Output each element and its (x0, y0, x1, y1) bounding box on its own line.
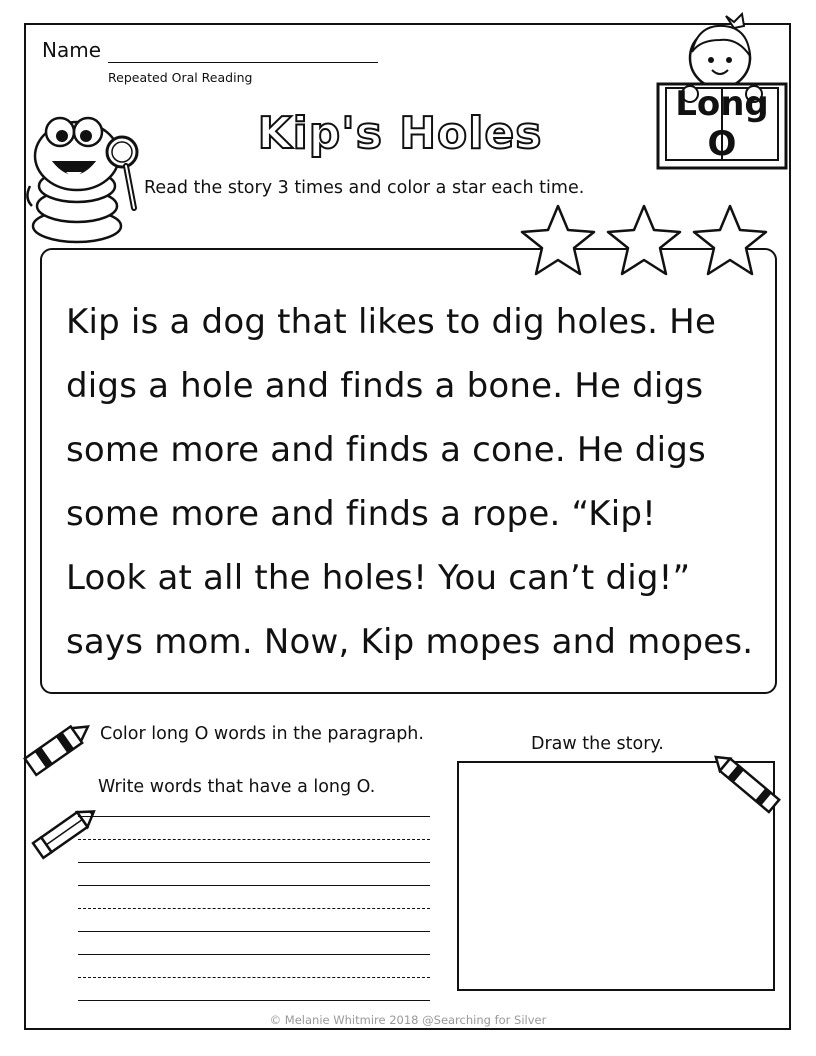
story-line: says mom. Now, Kip mopes and mopes. (66, 622, 754, 662)
crayon-icon (14, 712, 100, 782)
write-line-guide (78, 839, 430, 840)
badge-long-label: Long (675, 84, 769, 124)
write-line[interactable] (78, 931, 430, 932)
write-line[interactable] (78, 954, 430, 955)
reading-instruction: Read the story 3 times and color a star each time. (144, 178, 585, 198)
reading-stars (512, 202, 782, 286)
story-text (66, 290, 755, 674)
star-icon[interactable] (694, 206, 766, 274)
title-text: Kip's Holes (257, 108, 543, 159)
story-line: Look at all the holes! You can’t dig!” (66, 558, 691, 598)
task-write-words: Write words that have a long O. (98, 777, 376, 797)
task-color-words: Color long O words in the paragraph. (100, 724, 424, 744)
write-line[interactable] (78, 885, 430, 886)
story-line: some more and finds a rope. “Kip! (66, 494, 656, 534)
story-line: digs a hole and finds a bone. He digs (66, 366, 704, 406)
name-label: Name (42, 38, 102, 62)
page-title (250, 104, 550, 160)
write-line-guide (78, 977, 430, 978)
writing-lines[interactable] (78, 816, 430, 1023)
name-input-line[interactable] (108, 62, 378, 63)
star-icon[interactable] (608, 206, 680, 274)
write-line[interactable] (78, 816, 430, 817)
write-line[interactable] (78, 862, 430, 863)
worksheet-subtitle: Repeated Oral Reading (108, 70, 253, 85)
crayon-icon (700, 738, 796, 830)
draw-story-label: Draw the story. (531, 734, 664, 754)
story-box (40, 248, 777, 694)
star-icon[interactable] (522, 206, 594, 274)
story-line: Kip is a dog that likes to dig holes. He (66, 302, 717, 342)
write-line[interactable] (78, 1000, 430, 1001)
copyright-footer: © Melanie Whitmire 2018 @Searching for Silver (269, 1013, 547, 1027)
girl-with-book-icon (654, 12, 790, 172)
bookworm-magnifier-icon (22, 106, 147, 246)
story-line: some more and finds a cone. He digs (66, 430, 706, 470)
badge-o-label: O (707, 124, 737, 164)
write-line-guide (78, 908, 430, 909)
